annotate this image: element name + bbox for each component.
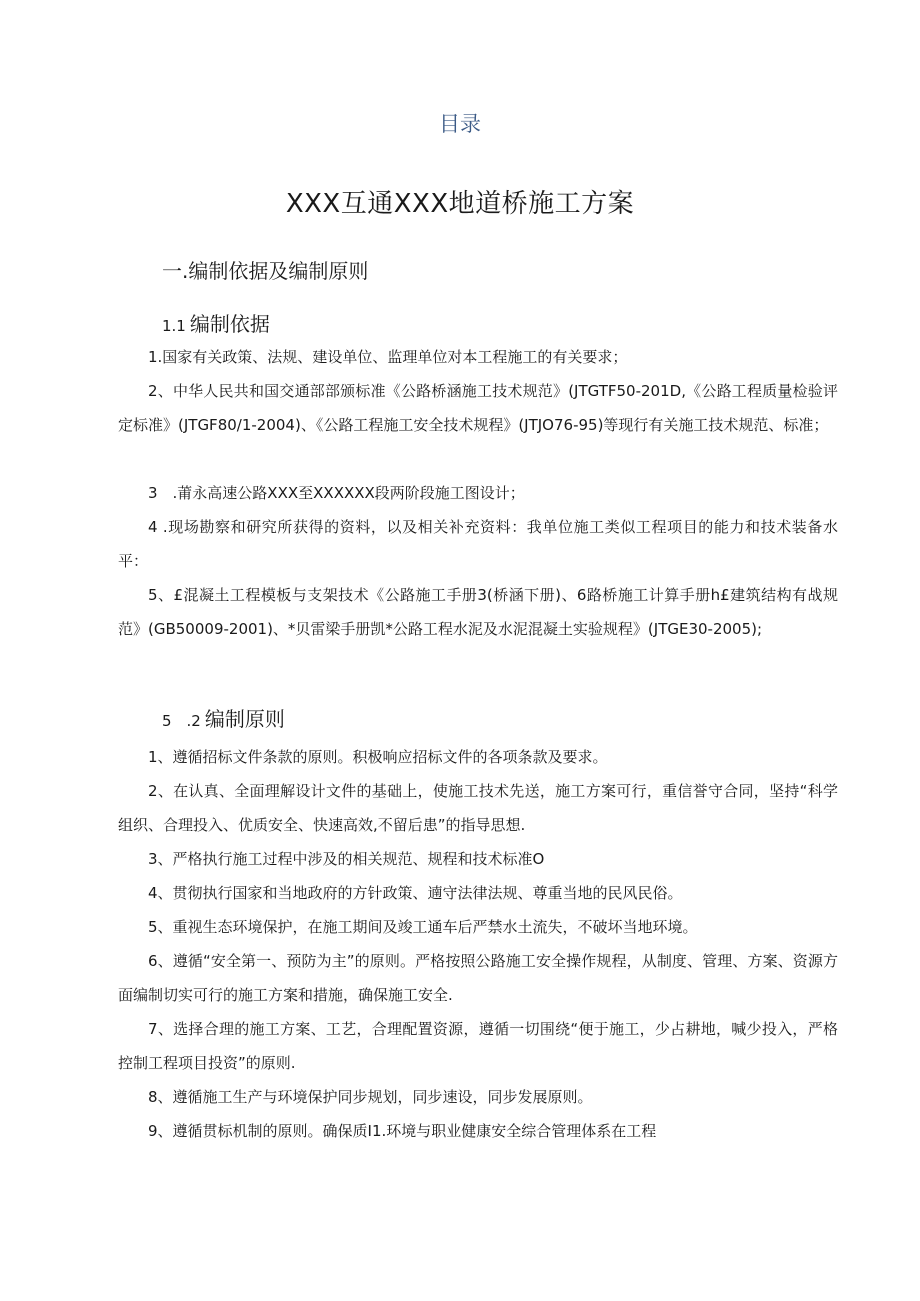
principle-item-9: 9、遵循贯标机制的原则。确保质I1.环境与职业健康安全综合管理体系在工程 xyxy=(148,1122,657,1140)
principle-item-3: 3、严格执行施工过程中涉及的相关规范、规程和技术标准O xyxy=(148,850,545,868)
toc-title: 目录 xyxy=(439,112,481,136)
subsection-label: 编制依据 xyxy=(189,312,270,336)
basis-item-2: 2、中华人民共和国交通部部颁标准《公路桥涵施工技术规范》(JTGTF50-201D,《公路工程质量检验评定标准》(JTGF80/1-2004)、《公路工程施工安全技术规程》(JTJO76-95)等现行有关施工技术规范、标准； xyxy=(118,382,838,434)
principle-item-7: 7、选择合理的施工方案、工艺，合理配置资源，遵循一切围绕“便于施工，少占耕地，喊少投入，严格控制工程项目投资”的原则. xyxy=(118,1020,838,1072)
subsection-heading-1-2 xyxy=(162,703,285,732)
principle-item-1: 1、遵循招标文件条款的原则。积极响应招标文件的各项条款及要求。 xyxy=(148,748,608,766)
subsection-number: 1.1 xyxy=(162,317,186,335)
principle-item-6: 6、遵循“安全第一、预防为主”的原则。严格按照公路施工安全操作规程，从制度、管理、方案、资源方面编制切实可行的施工方案和措施，确保施工安全. xyxy=(118,952,838,1004)
principle-item-5: 5、重视生态环境保护，在施工期间及竣工通车后严禁水土流失，不破坏当地环境。 xyxy=(148,918,698,936)
basis-item-5: 5、£混凝土工程模板与支架技术《公路施工手册3(桥涵下册)、6路桥施工计算手册h£建筑结构有战规范》(GB50009-2001)、*贝雷梁手册凯*公路工程水泥及水泥混凝土实验规程》(JTGE30-2005); xyxy=(118,586,838,638)
principle-item-2: 2、在认真、全面理解设计文件的基础上，使施工技术先送，施工方案可行，重信誉守合同，坚持“科学组织、合理投入、优质安全、快速高效,不留后患”的指导思想. xyxy=(118,782,838,834)
basis-item-4: 4 .现场勘察和研究所获得的资料，以及相关补充资料：我单位施工类似工程项目的能力和技术装备水平： xyxy=(118,518,838,570)
subsection-label: 编制原则 xyxy=(204,707,285,731)
principle-item-4: 4、贯彻执行国家和当地政府的方针政策、遖守法律法规、尊重当地的民风民俗。 xyxy=(148,884,683,902)
document-title: XXX互通XXX地道桥施工方案 xyxy=(285,189,635,219)
subsection-number: 5 .2 xyxy=(162,712,201,730)
section-heading-1: 一.编制依据及编制原则 xyxy=(162,259,369,283)
basis-item-1: 1.国家有关政策、法规、建设单位、监理单位对本工程施工的有关要求； xyxy=(148,348,628,366)
subsection-heading-1-1 xyxy=(162,308,270,337)
principle-item-8: 8、遵循施工生产与环境保护同步规划，同步速设，同步发展原则。 xyxy=(148,1088,593,1106)
basis-item-3: 3 .莆永高速公路XXX至XXXXXX段两阶段施工图设计； xyxy=(148,484,525,502)
